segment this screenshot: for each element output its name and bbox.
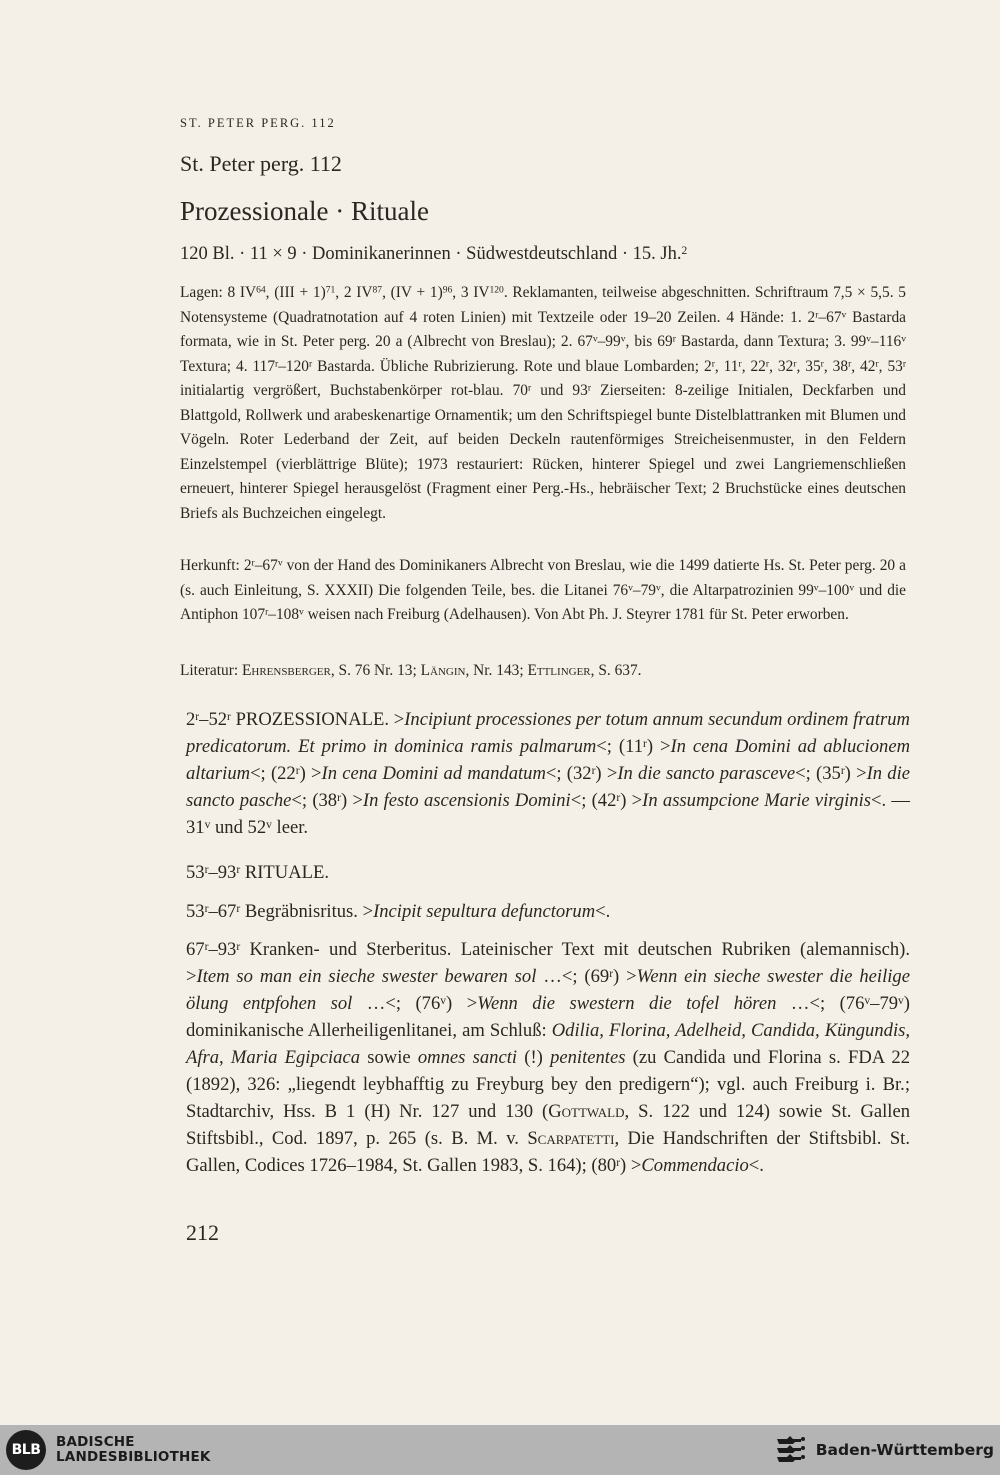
rituale-heading: 53$^r$–93$^r$ RITUALE. (186, 862, 329, 883)
begraebnisritus-entry: 53$^r$–67$^r$ Begräbnisritus. >Incipit sepultura defunctorum<. (186, 901, 611, 922)
manuscript-meta (180, 244, 687, 265)
manuscript-title: Prozessionale · Rituale (180, 196, 429, 226)
state-brand[interactable] (774, 1425, 994, 1475)
state-name: Baden-Württemberg (815, 1441, 994, 1459)
meta-footnote: 2 (681, 244, 688, 257)
prozessionale-entry: 2$^r$–52$^r$ PROZESSIONALE. >Incipiunt processiones per totum annum secundum ordinem fratrum predicatorum. Et primo in dominica ramis palmarum<; $(11^r) >In$ cena Domini ad ablucionem altarium<; $(22^r) >In$ cena Domini ad mandatum<; $(32^r) >In$ die sancto parasceve<; $(35^r) >In$ die sancto pasche<; $(38^r) >In$ festo ascensionis Domini<; $(42^r) >In$ assumpcione Marie virginis<. — 31$^v$ und 52$^v$ leer. (186, 709, 911, 838)
manuscript-signature: St. Peter perg. 112 (180, 151, 342, 176)
page-number: 212 (186, 1220, 219, 1245)
blb-logo-icon[interactable]: BLB (6, 1430, 46, 1470)
lions-crest-icon (774, 1434, 808, 1466)
literatur-paragraph: Literatur: Ehrensberger, S. 76 Nr. 13; Längin, Nr. 143; Ettlinger, S. 637. (180, 662, 642, 679)
running-head: ST. PETER PERG. 112 (180, 116, 336, 130)
library-name[interactable] (56, 1435, 211, 1465)
herkunft-paragraph: Herkunft: 2$^r$–67$^v$ von der Hand des Dominikaners Albrecht von Breslau, wie die 1499 datierte Hs. St. Peter perg. 20 a (s. auch Einleitung, S. XXXII) Die folgenden Teile, bes. die Litanei 76$^v$–79$^v$, die Altarpatrozinien 99$^v$–100$^v$ und die Antiphon 107$^r$–108$^v$ weisen nach Freiburg (Adelhausen). Von Abt Ph. J. Steyrer 1781 für St. Peter erworben. (180, 557, 906, 623)
lagen-paragraph: Lagen: 8 IV$^{64}$, (III + 1)$^{71}$, 2 IV$^{87}$, (IV + 1)$^{96}$, 3 IV$^{120}$. Reklamanten, teilweise abgeschnitten. Schriftraum 7,5 × 5,5. 5 Notensysteme (Quadratnotation auf 4 roten Linien) mit Textzeile oder 19–20 Zeilen. 4 Hände: 1. 2$^r$–67$^v$ Bastarda formata, wie in St. Peter perg. 20 a (Albrecht von Breslau); 2. 67$^v$–99$^v$, bis 69$^r$ Bastarda, dann Textura; 3. 99$^v$–116$^v$ Textura; 4. 117$^r$–120$^r$ Bastarda. Übliche Rubrizierung. Rote und blaue Lombarden; 2$^r$, 11$^r$, 22$^r$, 32$^r$, 35$^r$, 38$^r$, 42$^r$, 53$^r$ initialartig vergrößert, Buchstabenkörper rot-blau. 70$^r$ und 93$^r$ Zierseiten: 8-zeilige Initialen, Deckfarben und Blattgold, Rollwerk und arabeskenartige Ornamentik; um den Schriftspiegel bunte Distelblattranken mit Blumen und Vögeln. Roter Lederband der Zeit, auf beiden Deckeln rautenförmiges Streicheisenmuster, in den Feldern Einzelstempel (vierblättrige Blüte); 1973 restauriert: Rücken, hinterer Spiegel und zwei Langriemenschließen erneuert, hinterer Spiegel herausgelöst (Fragment einer Perg.-Hs., hebräischer Text; 2 Bruchstücke eines deutschen Briefs als Buchzeichen eingelegt. (180, 284, 907, 522)
meta-text: 120 Bl. · 11 × 9 · Dominikanerinnen · Südwestdeutschland · 15. Jh. (180, 244, 682, 264)
krankenritus-entry: 67$^r$–93$^r$ Kranken- und Sterberitus. Lateinischer Text mit deutschen Rubriken (alemannisch). >Item so man ein sieche swester bewaren sol …<; $(69^r)$ >Wenn ein sieche swester die heilige ölung entpfohen sol …<; $(76^v)$ >Wenn die swestern die tofel hören …<; (76$^v$–79$^v$) dominikanische Allerheiligenlitanei, am Schluß: Odilia, Florina, Adelheid, Candida, Küngundis, Afra, Maria Egipciaca sowie omnes sancti (!) penitentes (zu Candida und Florina s. FDA 22 (1892), 326: „liegendt leybhafftig zu Freyburg bey den predigern“); vgl. auch Freiburg i. Br.; Stadtarchiv, Hss. B 1 (H) Nr. 127 und 130 (Gottwald, S. 122 und 124) sowie St. Gallen Stiftsbibl., Cod. 1897, p. 265 (s. B. M. v. Scarpatetti, Die Handschriften der Stiftsbibl. St. Gallen, Codices 1726–1984, St. Gallen 1983, S. 164); $(80^r)$ >Commendacio<. (186, 939, 911, 1176)
footer-bar (0, 1425, 1000, 1475)
library-name-line2: LANDESBIBLIOTHEK (56, 1449, 211, 1465)
library-name-line1: BADISCHE (56, 1434, 135, 1450)
